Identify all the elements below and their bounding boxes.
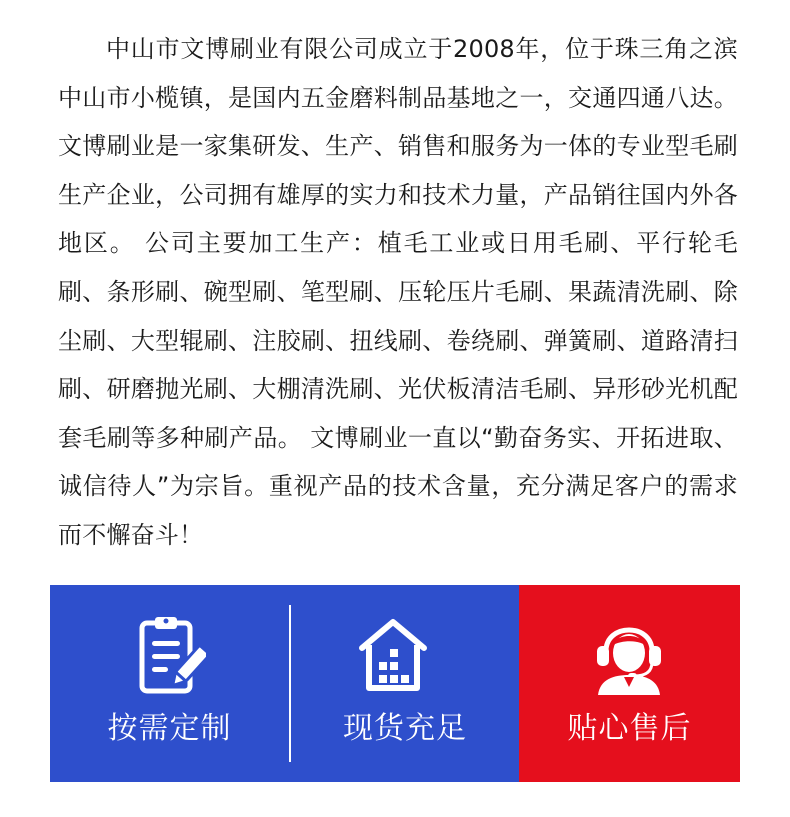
feature-in-stock[interactable] [291,585,519,782]
customer-service-headset-icon [590,615,668,695]
feature-panel-blue [50,585,519,782]
feature-after-sales[interactable] [519,585,740,782]
feature-banner [50,585,740,782]
feature-in-stock-label: 现货充足 [343,711,467,746]
warehouse-icon [357,615,429,693]
clipboard-pen-icon [138,615,206,697]
feature-custom-made[interactable] [50,585,289,782]
company-introduction: 中山市文博刷业有限公司成立于2008年，位于珠三角之滨中山市小榄镇，是国内五金磨料制品基地之一，交通四通八达。文博刷业是一家集研发、生产、销售和服务为一体的专业型毛刷生产企业，公司拥有雄厚的实力和技术力量，产品销往国内外各地区。 公司主要加工生产：植毛工业或日用毛刷、平行轮毛刷、条形刷、碗型刷、笔型刷、压轮压片毛刷、果蔬清洗刷、除尘刷、大型辊刷、注胶刷、扭线刷、卷绕刷、弹簧刷、道路清扫刷、研磨抛光刷、大棚清洗刷、光伏板清洁毛刷、异形砂光机配套毛刷等多种刷产品。 文博刷业一直以“勤奋务实、开拓进取、诚信待人”为宗旨。重视产品的技术含量，充分满足客户的需求而不懈奋斗！ [58,35,738,549]
feature-after-sales-label: 贴心售后 [567,711,692,746]
feature-panel-red [519,585,740,782]
feature-custom-made-label: 按需定制 [107,711,232,746]
